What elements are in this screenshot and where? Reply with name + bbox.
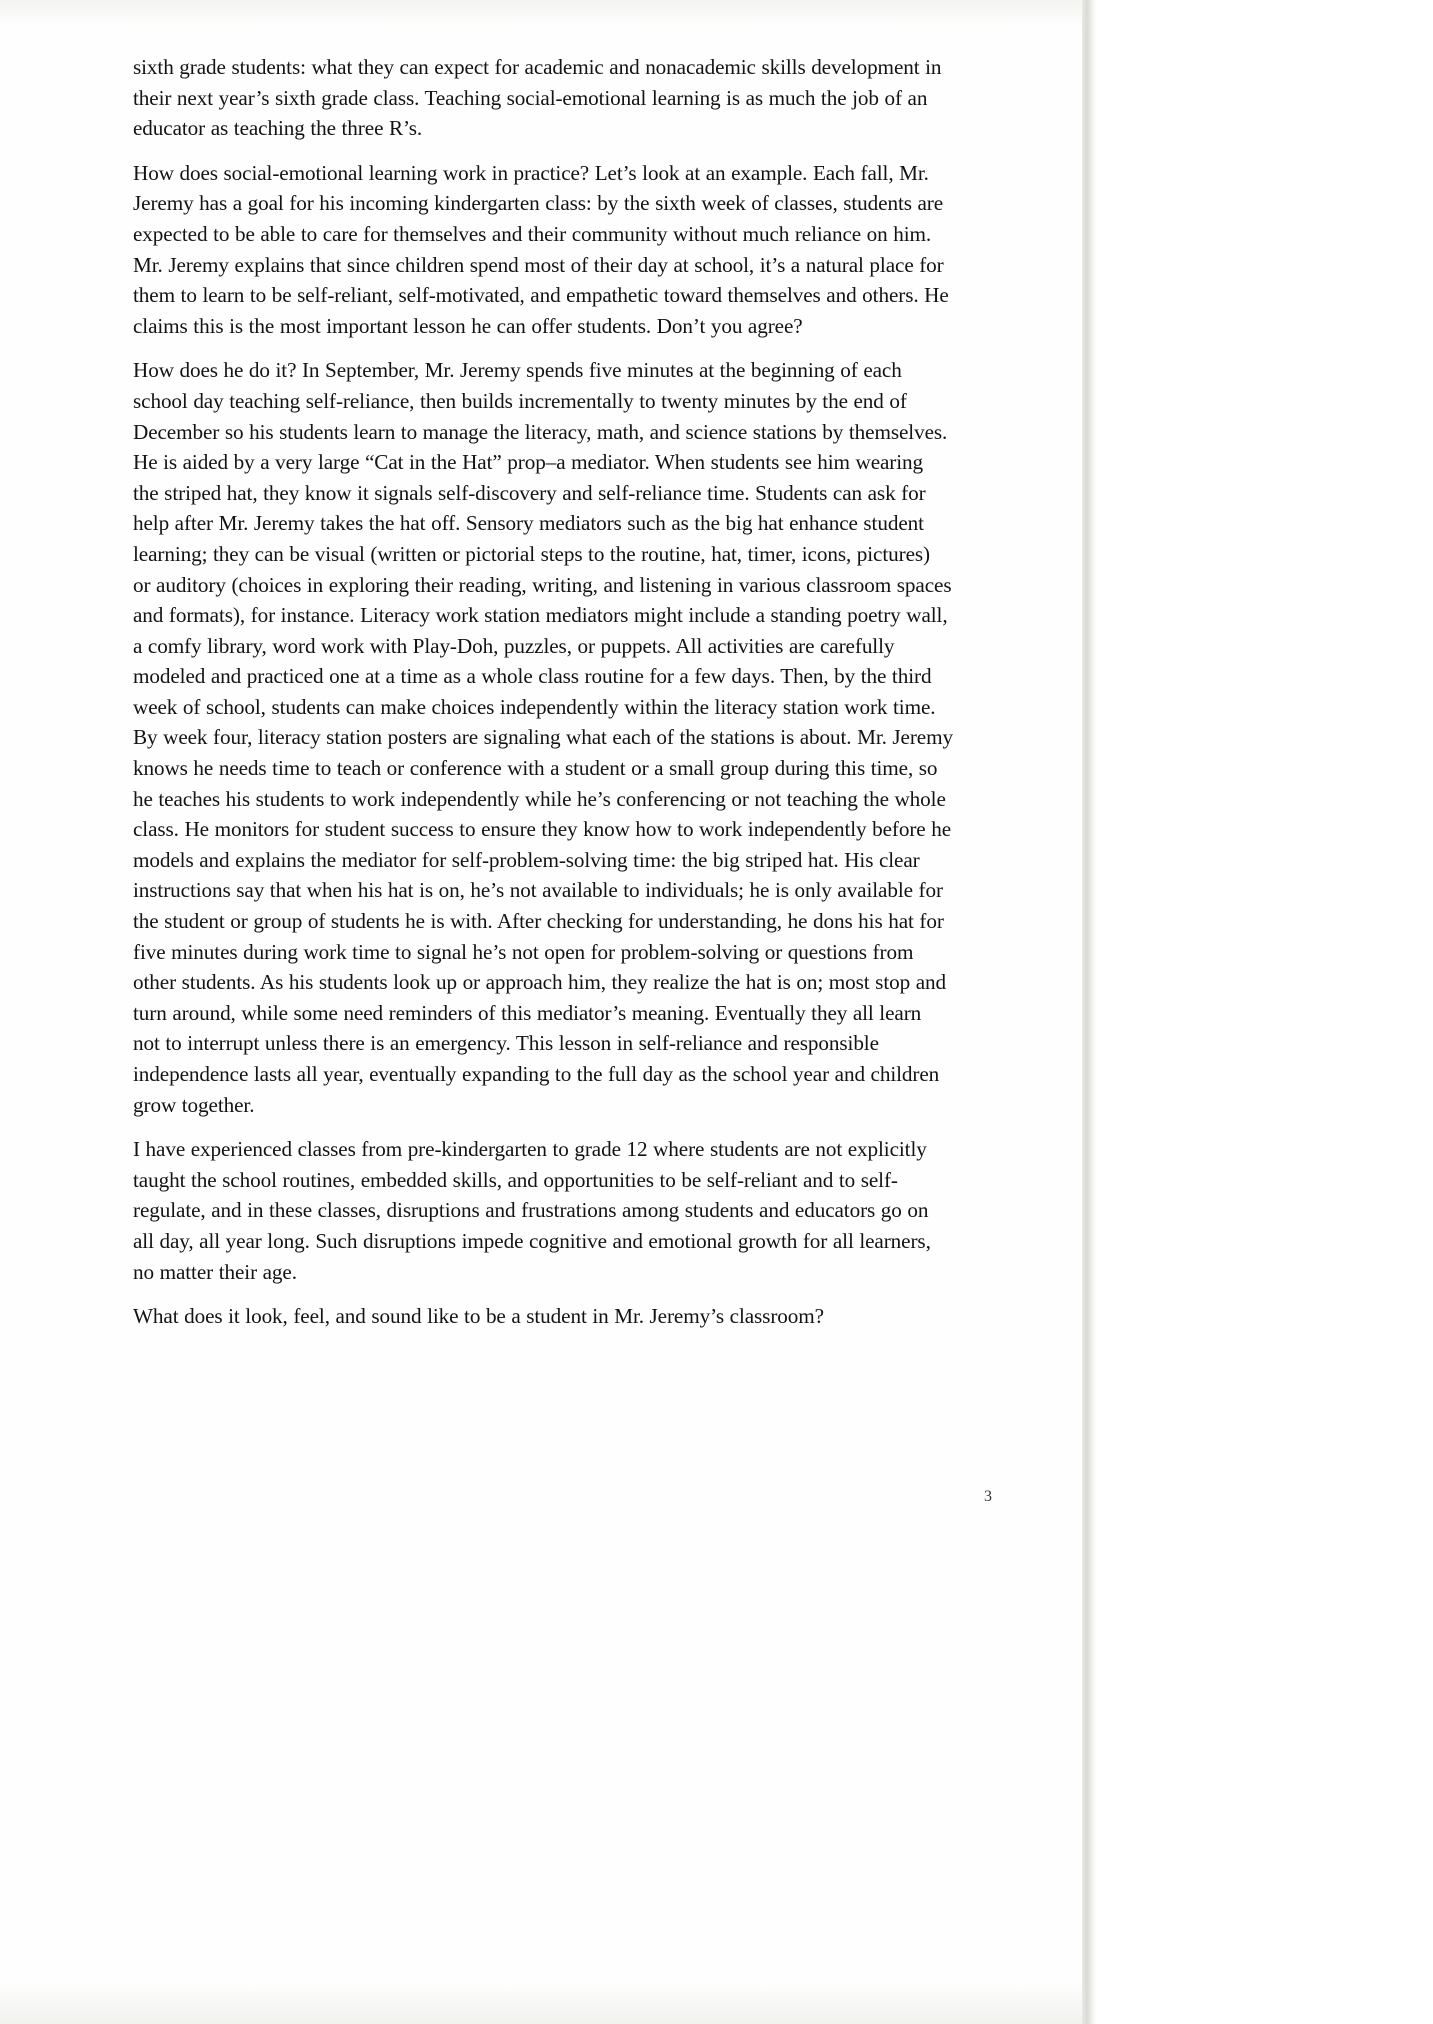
page-bottom-shadow — [0, 1984, 1082, 2024]
scan-background — [1096, 0, 1433, 2024]
paragraph: How does social-emotional learning work in practice? Let’s look at an example. Each fall, Mr. Jeremy has a goal for his incoming kindergarten class: by the sixth week of classes, students are expected to be able to care for themselves and their community without much reliance on him. Mr. Jeremy explains that since children spend most of their day at school, it’s a natural place for them to learn to be self-reliant, self-motivated, and empathetic toward themselves and others. He claims this is the most important lesson he can offer students. Don’t you agree? — [133, 160, 949, 338]
paragraph: How does he do it? In September, Mr. Jeremy spends five minutes at the beginning of each school day teaching self-reliance, then builds incrementally to twenty minutes by the end of December so his students learn to manage the literacy, math, and science stations by themselves. He is aided by a very large “Cat in the Hat” prop–a mediator. When students see him wearing the striped hat, they know it signals self-discovery and self-reliance time. Students can ask for help after Mr. Jeremy takes the hat off. Sensory mediators such as the big hat enhance student learning; they can be visual (written or pictorial steps to the routine, hat, timer, icons, pictures) or auditory (choices in exploring their reading, writing, and listening in various classroom spaces and formats), for instance. Literacy work station mediators might include a standing poetry wall, a comfy library, word work with Play-Doh, puzzles, or puppets. All activities are carefully modeled and practiced one at a time as a whole class routine for a few days. Then, by the third week of school, students can make choices independently within the literacy station work time. By week four, literacy station posters are signaling what each of the stations is about. Mr. Jeremy knows he needs time to teach or conference with a student or a small group during this time, so he teaches his students to work independently while he’s conferencing or not teaching the whole class. He monitors for student success to ensure they know how to work independently before he models and explains the mediator for self-problem-solving time: the big striped hat. His clear instructions say that when his hat is on, he’s not available to individuals; he is only available for the student or group of students he is with. After checking for understanding, he dons his hat for five minutes during work time to signal he’s not open for problem-solving or questions from other students. As his students look up or approach him, they realize the hat is on; most stop and turn around, while some need reminders of this mediator’s meaning. Eventually they all learn not to interrupt unless there is an emergency. This lesson in self-reliance and responsible independence lasts all year, eventually expanding to the full day as the school year and children grow together. — [133, 358, 953, 1117]
page-gutter-shadow — [1082, 0, 1096, 2024]
page-number: 3 — [984, 1488, 992, 1505]
paragraph: sixth grade students: what they can expect for academic and nonacademic skills development in their next year’s sixth grade class. Teaching social-emotional learning is as much the job of an educator as teaching the three R’s. — [133, 55, 942, 141]
page-top-shadow — [0, 0, 1082, 26]
paragraph: I have experienced classes from pre-kindergarten to grade 12 where students are not explicitly taught the school routines, embedded skills, and opportunities to be self-reliant and to self-regulate, and in these classes, disruptions and frustrations among students and educators go on all day, all year long. Such disruptions impede cognitive and emotional growth for all learners, no matter their age. — [133, 1137, 931, 1284]
paragraph: What does it look, feel, and sound like to be a student in Mr. Jeremy’s classroom? — [133, 1304, 824, 1329]
body-text-column — [133, 52, 953, 1332]
